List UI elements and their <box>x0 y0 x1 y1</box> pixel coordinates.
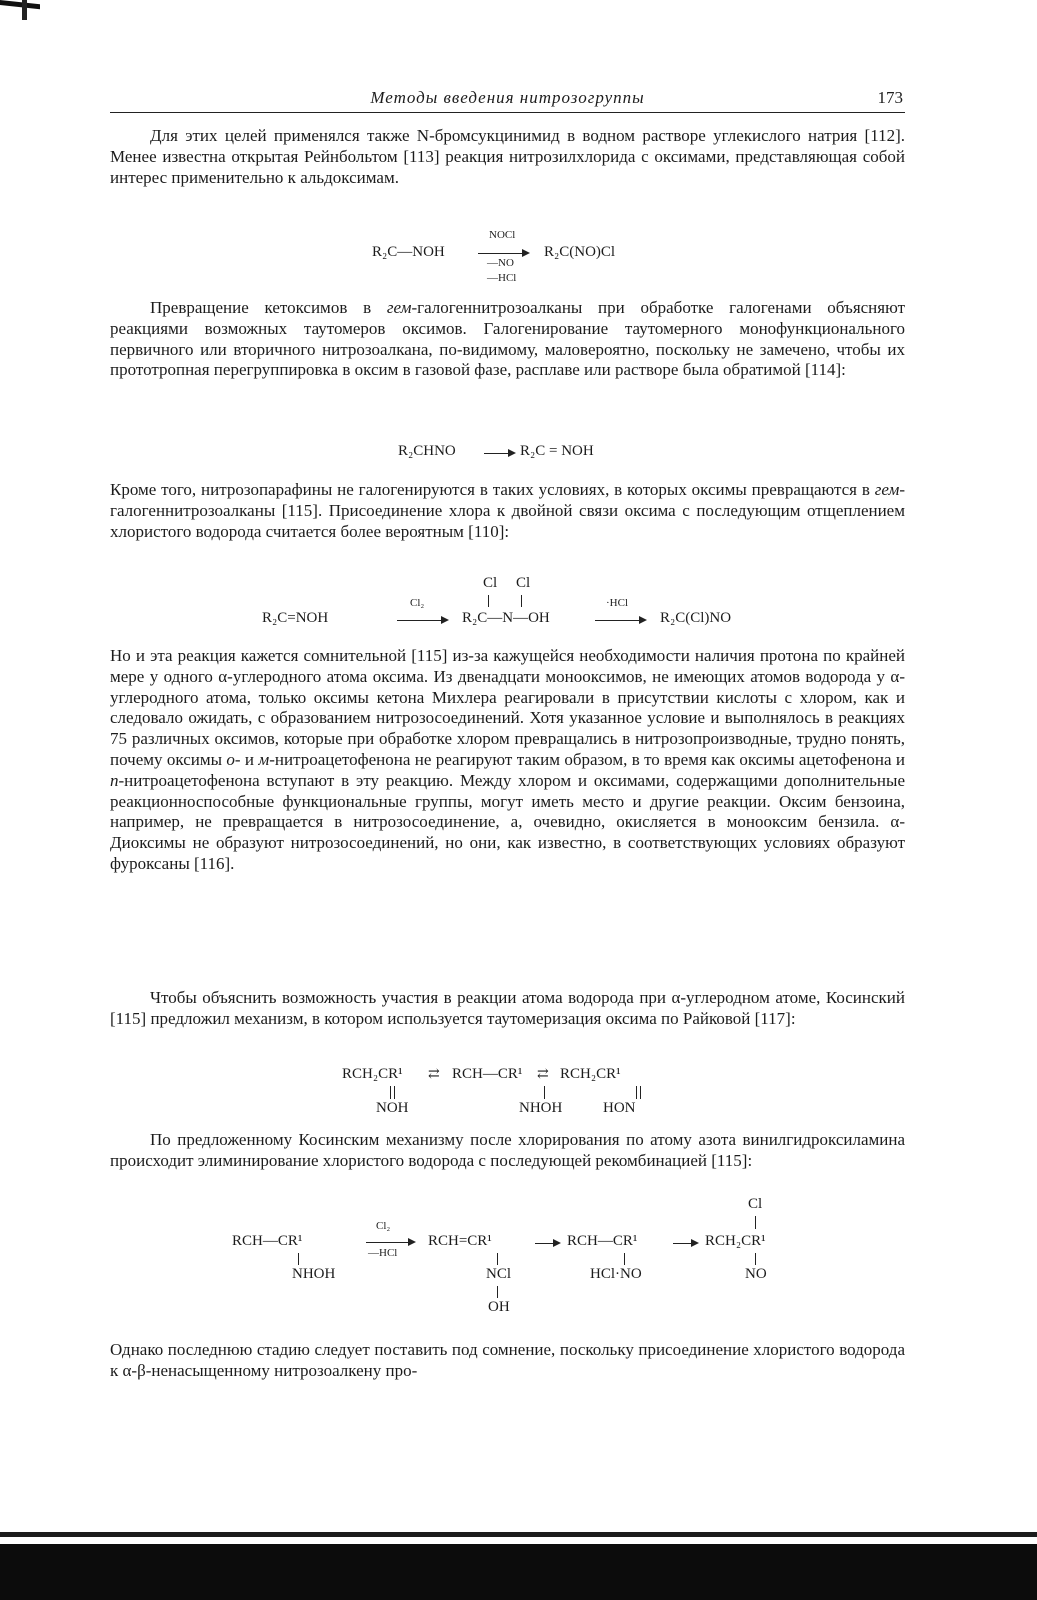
eq4-bond-b <box>544 1086 545 1099</box>
p3-rest: -галогеннитрозоалканы [115]. Присоединение хлора к двойной связи оксима с последующим отщеплением хлористого водорода считается более вероятным [110]: <box>110 480 905 541</box>
p4-text-c: -нитроацетофенона не реагируют таким образом, в то время как оксимы ацетофенона и <box>269 749 905 769</box>
eq5-reagent-bottom: —HCl <box>368 1247 398 1259</box>
eq5-s2-sub-2: OH <box>488 1299 510 1315</box>
eq3-mid: R₂C—N—OH <box>462 610 550 626</box>
eq5-s1-bond <box>298 1253 299 1265</box>
eq5-s2: RCH=CR¹ <box>428 1233 492 1249</box>
eq1-right: R₂C(NO)Cl <box>544 244 616 260</box>
p4-ortho: о <box>226 749 235 769</box>
eq4-double-bond-a <box>390 1086 395 1099</box>
page-number: 173 <box>877 88 903 107</box>
eq3-reagent-1: Cl₂ <box>410 597 425 609</box>
eq4-c-sub: HON <box>603 1100 636 1116</box>
eq5-reagent-top: Cl₂ <box>376 1220 391 1232</box>
eq4-double-bond-c <box>636 1086 641 1099</box>
eq5-s2-bond-2 <box>497 1286 498 1298</box>
eq1-below-1: —NO <box>487 257 514 269</box>
page-header <box>110 86 905 113</box>
page-corner-mark <box>0 0 40 12</box>
p4-text-a: Но и эта реакция кажется сомнительной [115] из-за кажущейся необходимости наличия протона по крайней мере у одного α-углеродного атома оксима. Из двенадцати монооксимов, не имеющих атомов водорода у α-углеродного атома, только оксимы кетона Михлера реагировали в присутствии кислоты с хлором, как и следовало ожидать, с образованием нитрозосоединений. Хотя указанное условие и выполнялось в реакциях 75 различных оксимов, которые при обработке хлором превращались в нитрозопроизводные, трудно понять, почему оксимы <box>110 646 905 769</box>
eq1-below-2: —HCl <box>487 272 517 284</box>
paragraph-3 <box>110 480 905 542</box>
eq3-cl-b: Cl <box>516 575 531 591</box>
eq5-s3-bond <box>624 1253 625 1265</box>
p4-meta: м <box>258 749 270 769</box>
eq4-b-sub: NHOH <box>519 1100 563 1116</box>
eq5-s4-top: Cl <box>748 1196 763 1212</box>
p3-text: Кроме того, нитрозопарафины не галогенируются в таких условиях, в которых оксимы превращаются в <box>110 480 875 499</box>
eq5-s3-sub: HCl·NO <box>590 1266 642 1282</box>
eq5-s2-sub: NCl <box>486 1266 512 1282</box>
p4-text-b: - и <box>234 749 259 769</box>
paragraph-2 <box>110 298 905 381</box>
eq5-s1-sub: NHOH <box>292 1266 336 1282</box>
eq3-arrow-2 <box>595 620 645 621</box>
page-edge-mark <box>22 0 27 20</box>
eq3-bond-b <box>521 595 522 607</box>
paragraph-4 <box>110 646 905 875</box>
p4-para: n <box>110 770 119 790</box>
eq4-b: RCH—CR¹ <box>452 1066 523 1082</box>
eq3-arrow-1 <box>397 620 447 621</box>
p4-text-d: -нитроацетофенона вступают в эту реакцию. Между хлором и оксимами, содержащими дополнительные реакционноспособные функциональные группы, могут иметь место и другие реакции. Оксим бензоина, например, не превращается в нитрозосоединение, а, очевидно, окисляется в монооксим бензила. α-Диоксимы не образуют нитрозосоединений, но они, как известно, в соответствующих условиях образуют фуроксаны [116]. <box>110 770 905 873</box>
eq4-c: RCH₂CR¹ <box>560 1066 621 1082</box>
eq2-arrow <box>484 453 514 454</box>
eq5-arrow-3 <box>673 1243 697 1244</box>
eq1-arrow <box>478 253 528 254</box>
eq5-s4: RCH₂CR¹ <box>705 1233 766 1249</box>
eq5-arrow-2 <box>535 1243 559 1244</box>
eq5-s3: RCH—CR¹ <box>567 1233 638 1249</box>
paragraph-6: По предложенному Косинским механизму после хлорирования по атому азота винилгидроксиламина происходит элиминирование хлористого водорода с последующей рекомбинацией [115]: <box>110 1130 905 1170</box>
paragraph-1: Для этих целей применялся также N-бромсукцинимид в водном растворе углекислого натрия [112]. Менее известна открытая Рейнбольтом [113] реакция нитрозилхлорида с оксимами, представляющая собой интерес применительно к альдоксимам. <box>110 126 905 187</box>
paragraph-7: Однако последнюю стадию следует поставить под сомнение, поскольку присоединение хлористого водорода к α-β-ненасыщенному нитрозоалкену про- <box>110 1340 905 1380</box>
eq3-reagent-2: ·HCl <box>606 597 628 609</box>
eq5-s4-sub: NO <box>745 1266 767 1282</box>
eq4-equilibrium-1: ⇄ <box>428 1067 440 1082</box>
scan-border-stripe <box>0 1532 1037 1537</box>
p2-gem: гем <box>386 298 412 317</box>
eq2-right: R₂C = NOH <box>520 443 594 459</box>
eq5-s4-bond-top <box>755 1216 756 1229</box>
paragraph-5: Чтобы объяснить возможность участия в реакции атома водорода при α-углеродном атоме, Косинский [115] предложил механизм, в котором используется таутомеризация оксима по Райковой [117]: <box>110 988 905 1028</box>
p2-rest: -галогеннитрозоалканы при обработке галогенами объясняют реакциями возможных таутомеров оксимов. Галогенирование таутомерного монофункционального первичного или вторичного нитрозоалкана, по-видимому, маловероятно, поскольку не замечено, чтобы их прототропная перегруппировка в оксим в газовой фазе, расплаве или растворе была обратимой [114]: <box>110 298 905 380</box>
eq4-a-sub: NOH <box>376 1100 409 1116</box>
eq4-a: RCH₂CR¹ <box>342 1066 403 1082</box>
scan-border-bottom <box>0 1544 1037 1600</box>
eq3-left: R₂C=NOH <box>262 610 329 626</box>
p2-text: Превращение кетоксимов в <box>150 298 387 317</box>
eq3-right: R₂C(Cl)NO <box>660 610 732 626</box>
eq5-s2-bond <box>497 1253 498 1265</box>
p3-gem: гем <box>874 480 900 499</box>
eq5-s1: RCH—CR¹ <box>232 1233 303 1249</box>
eq4-equilibrium-2: ⇄ <box>537 1067 549 1082</box>
eq1-left: R₂C—NOH <box>372 244 445 260</box>
running-title: Методы введения нитрозогруппы <box>370 88 645 107</box>
eq3-bond-a <box>488 595 489 607</box>
eq5-arrow-1 <box>366 1242 414 1243</box>
eq3-cl-a: Cl <box>483 575 498 591</box>
eq2-left: R₂CHNO <box>398 443 456 459</box>
eq5-s4-bond <box>755 1253 756 1265</box>
eq1-reagent-above: NOCl <box>489 229 516 241</box>
